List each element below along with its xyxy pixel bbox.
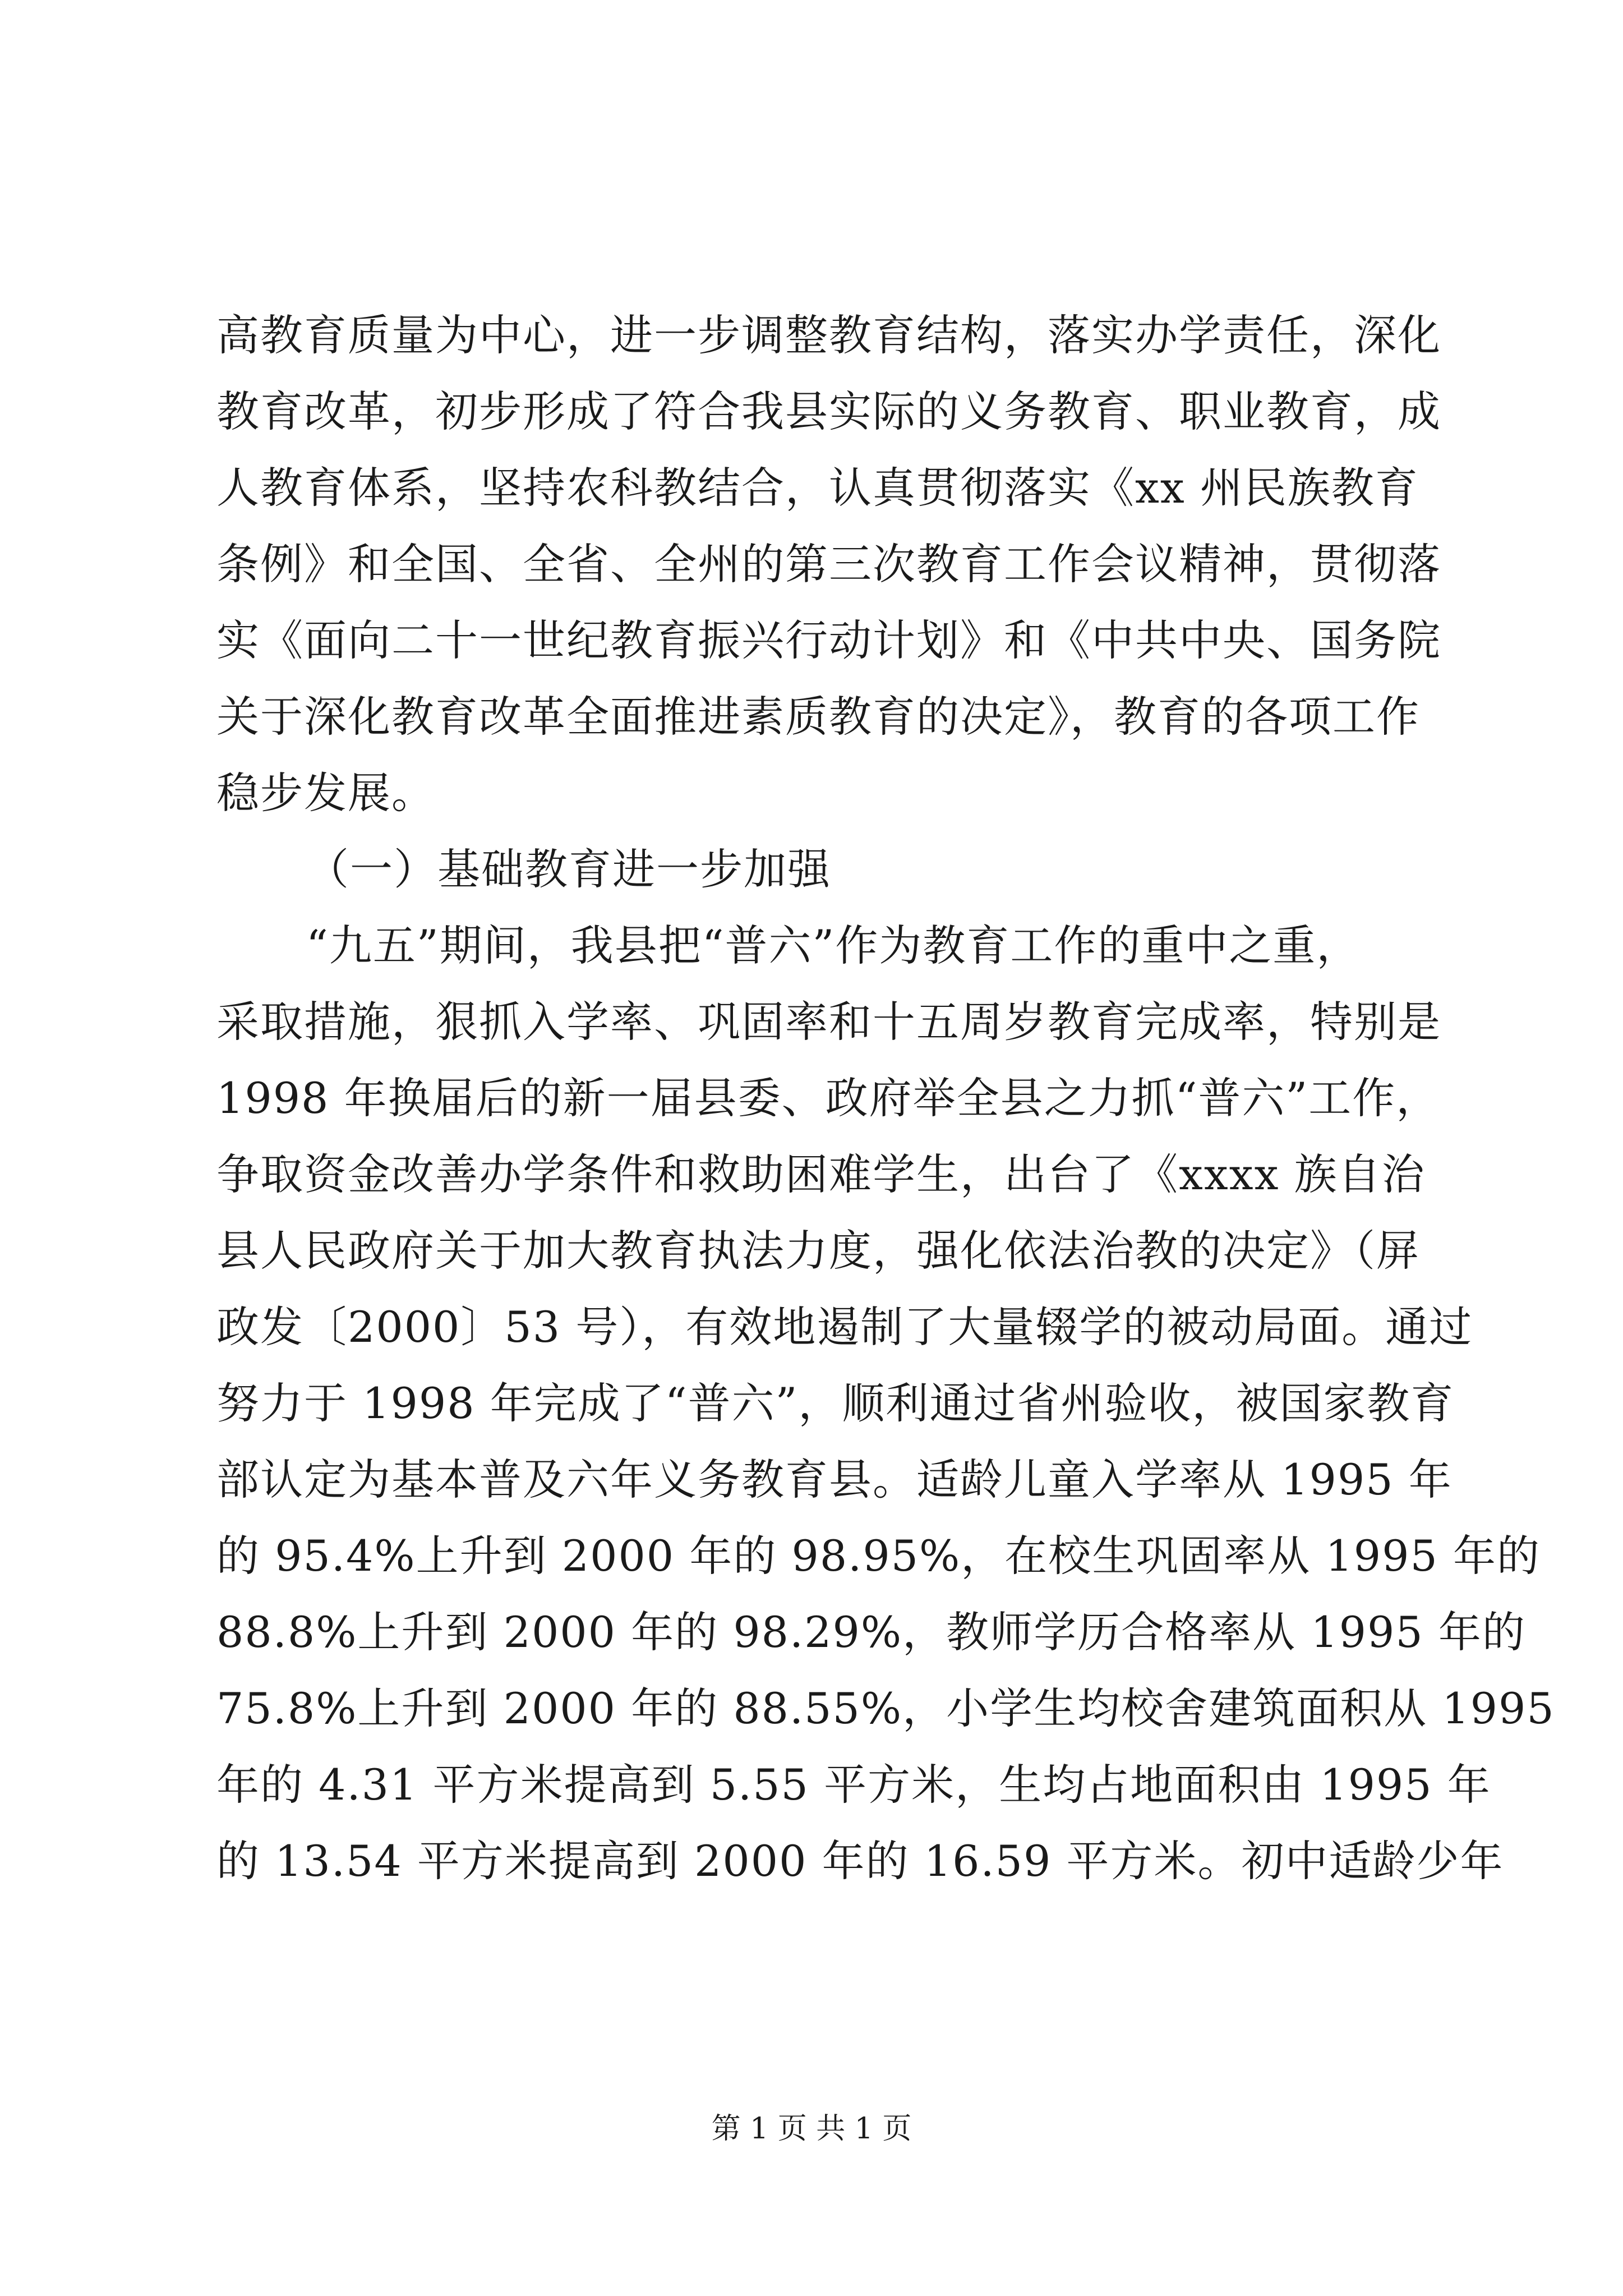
body-line: 88.8%上升到 2000 年的 98.29%，教师学历合格率从 1995 年的 bbox=[216, 1607, 1526, 1657]
section-heading: （一）基础教育进一步加强 bbox=[306, 844, 831, 894]
body-line: 1998 年换届后的新一届县委、政府举全县之力抓“普六”工作， bbox=[216, 1073, 1440, 1123]
body-line: 75.8%上升到 2000 年的 88.55%，小学生均校舍建筑面积从 1995 bbox=[216, 1683, 1555, 1733]
body-line: 努力于 1998 年完成了“普六”，顺利通过省州验收，被国家教育 bbox=[216, 1378, 1455, 1428]
body-line: 采取措施，狠抓入学率、巩固率和十五周岁教育完成率，特别是 bbox=[216, 997, 1441, 1047]
body-line: 人教育体系，坚持农科教结合，认真贯彻落实《xx 州民族教育 bbox=[216, 463, 1419, 513]
body-line: 稳步发展。 bbox=[216, 768, 435, 818]
body-line: 实《面向二十一世纪教育振兴行动计划》和《中共中央、国务院 bbox=[216, 615, 1441, 665]
body-line: 教育改革，初步形成了符合我县实际的义务教育、职业教育，成 bbox=[216, 386, 1441, 436]
body-line: 条例》和全国、全省、全州的第三次教育工作会议精神，贯彻落 bbox=[216, 539, 1441, 589]
body-line: 的 13.54 平方米提高到 2000 年的 16.59 平方米。初中适龄少年 bbox=[216, 1836, 1504, 1886]
body-line: 争取资金改善办学条件和救助困难学生，出台了《xxxx 族自治 bbox=[216, 1149, 1426, 1199]
body-line: 部认定为基本普及六年义务教育县。适龄儿童入学率从 1995 年 bbox=[216, 1455, 1453, 1504]
body-line: 县人民政府关于加大教育执法力度，强化依法治教的决定》（屏 bbox=[216, 1226, 1420, 1276]
body-line: 高教育质量为中心，进一步调整教育结构，落实办学责任，深化 bbox=[216, 310, 1441, 360]
body-line: 政发〔2000〕53 号），有效地遏制了大量辍学的被动局面。通过 bbox=[216, 1302, 1473, 1352]
body-line: 关于深化教育改革全面推进素质教育的决定》，教育的各项工作 bbox=[216, 692, 1420, 742]
body-line: “九五”期间，我县把“普六”作为教育工作的重中之重， bbox=[306, 921, 1361, 970]
body-line: 年的 4.31 平方米提高到 5.55 平方米，生均占地面积由 1995 年 bbox=[216, 1760, 1491, 1810]
page-footer: 第 1 页 共 1 页 bbox=[711, 2112, 912, 2146]
body-line: 的 95.4%上升到 2000 年的 98.95%，在校生巩固率从 1995 年的 bbox=[216, 1531, 1541, 1581]
document-body bbox=[216, 297, 1555, 1899]
